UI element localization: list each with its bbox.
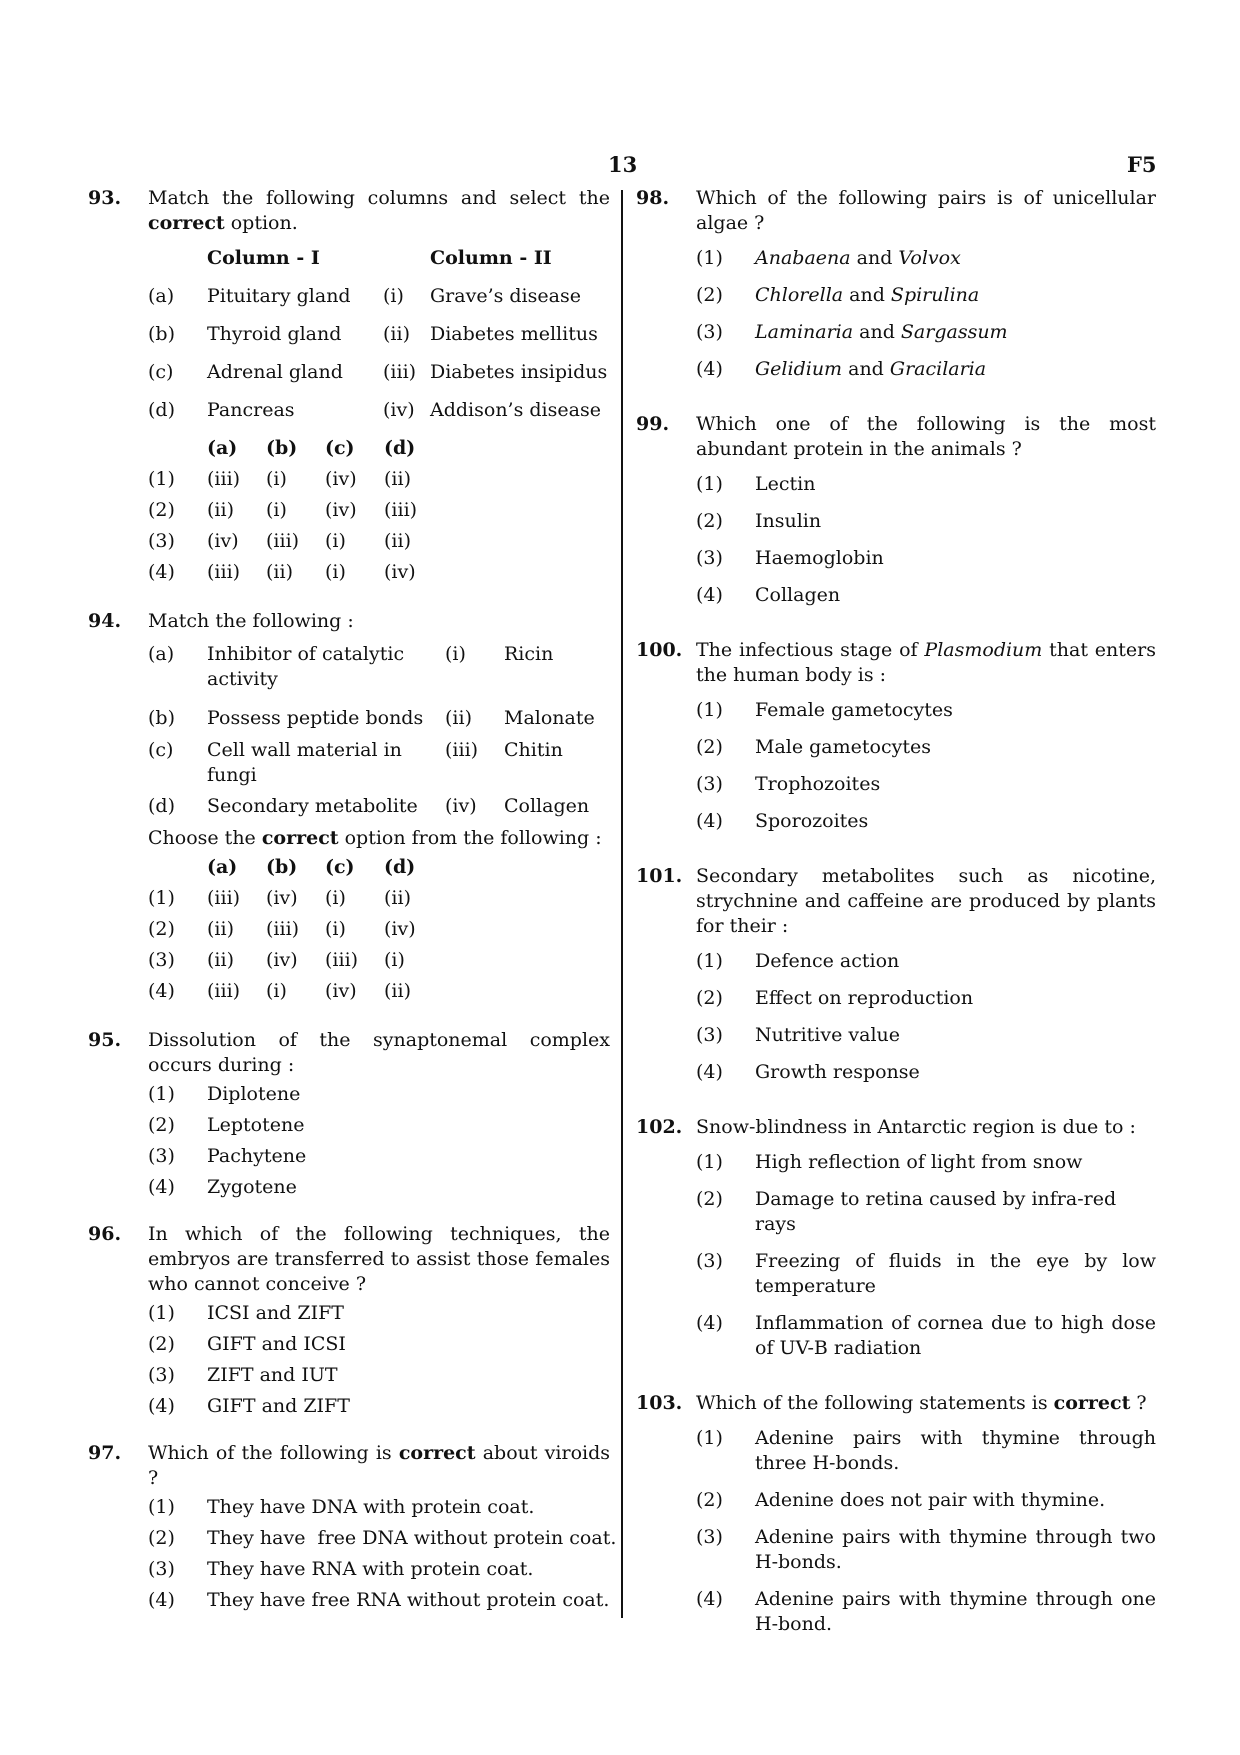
question-number: 103. <box>636 1392 683 1414</box>
answer-option[interactable]: (1) ICSI and ZIFT <box>148 1302 344 1324</box>
question-text: Which of the following pairs is of unicellular algae ? <box>696 187 1156 234</box>
answer-option[interactable]: (4) (iii) (i) (iv) (ii) <box>148 980 411 1002</box>
answer-option[interactable]: (2) Adenine does not pair with thymine. <box>696 1489 1106 1511</box>
question-95 <box>88 1028 610 1200</box>
question-number: 99. <box>636 413 670 435</box>
question-103 <box>636 1391 1156 1637</box>
answer-option[interactable]: (2) Male gametocytes <box>696 736 931 758</box>
answer-option[interactable]: (1) Diplotene <box>148 1083 301 1105</box>
answer-option[interactable]: (1) Adenine pairs with thymine through three H-bonds. <box>696 1427 1156 1474</box>
question-text: The infectious stage of Plasmodium that enters the human body is : <box>696 639 1156 686</box>
answer-option[interactable]: (2) Chlorella and Spirulina <box>696 284 980 306</box>
booklet-code: F5 <box>1127 152 1157 177</box>
answer-option[interactable]: (2) (ii) (i) (iv) (iii) <box>148 499 418 521</box>
answer-option[interactable]: (2) Leptotene <box>148 1114 305 1136</box>
question-number: 95. <box>88 1029 122 1051</box>
question-number: 102. <box>636 1116 683 1138</box>
match-row: (d) Pancreas (iv) Addison’s disease <box>148 399 601 421</box>
answer-option[interactable]: (4) Adenine pairs with thymine through one H-bond. <box>696 1588 1156 1635</box>
answer-option[interactable]: (2) They have free DNA without protein coat. <box>148 1527 617 1549</box>
answer-option[interactable]: (3) Laminaria and Sargassum <box>696 321 1008 343</box>
answer-option[interactable]: (4) Growth response <box>696 1061 920 1083</box>
answer-option[interactable]: (1) Defence action <box>696 950 900 972</box>
question-text: Which one of the following is the most abundant protein in the animals ? <box>696 413 1156 460</box>
question-98 <box>636 186 1156 382</box>
question-text: Match the following columns and select the correct option. <box>148 187 610 234</box>
column-2-heading: Column - II <box>430 247 552 269</box>
left-column <box>88 186 617 1619</box>
answer-option[interactable]: (1) High reflection of light from snow <box>696 1151 1083 1173</box>
question-text: In which of the following techniques, the embryos are transferred to assist those females who cannot conceive ? <box>148 1223 610 1295</box>
question-96 <box>88 1222 610 1419</box>
question-number: 97. <box>88 1442 122 1464</box>
question-102 <box>636 1115 1156 1361</box>
answer-option[interactable]: (2) Damage to retina caused by infra-red rays <box>696 1188 1117 1235</box>
right-column <box>636 186 1156 1649</box>
choose-instruction: Choose the correct option from the following : <box>148 827 602 849</box>
question-93 <box>88 186 610 591</box>
question-101 <box>636 864 1156 1085</box>
answer-option[interactable]: (3) ZIFT and IUT <box>148 1364 338 1386</box>
match-table <box>148 642 618 826</box>
question-text: Which of the following is correct about viroids ? <box>148 1442 611 1489</box>
question-number: 94. <box>88 610 122 632</box>
page-number: 13 <box>608 152 638 177</box>
question-text: Which of the following statements is correct ? <box>696 1392 1147 1414</box>
question-number: 96. <box>88 1223 122 1245</box>
answer-option[interactable]: (2) (ii) (iii) (i) (iv) <box>148 918 416 940</box>
answer-option[interactable]: (4) They have free RNA without protein coat. <box>148 1589 610 1611</box>
answer-option[interactable]: (4) (iii) (ii) (i) (iv) <box>148 561 416 583</box>
answer-option[interactable]: (3) Adenine pairs with thymine through two H-bonds. <box>696 1526 1156 1573</box>
question-number: 100. <box>636 639 683 661</box>
answer-option[interactable]: (1) (iii) (iv) (i) (ii) <box>148 887 411 909</box>
answer-option[interactable]: (1) Female gametocytes <box>696 699 953 721</box>
question-number: 98. <box>636 187 670 209</box>
answer-option[interactable]: (3) Trophozoites <box>696 773 881 795</box>
question-text: Dissolution of the synaptonemal complex occurs during : <box>148 1029 610 1076</box>
answer-option[interactable]: (1) Lectin <box>696 473 816 495</box>
answer-option[interactable]: (3) Pachytene <box>148 1145 307 1167</box>
match-row: (b) Thyroid gland (ii) Diabetes mellitus <box>148 323 598 345</box>
answer-option[interactable]: (3) Haemoglobin <box>696 547 884 569</box>
answer-option[interactable]: (4) GIFT and ZIFT <box>148 1395 350 1417</box>
answer-option[interactable]: (3) Freezing of fluids in the eye by low temperature <box>696 1250 1156 1297</box>
question-100 <box>636 638 1156 834</box>
question-97 <box>88 1441 617 1613</box>
answer-option[interactable]: (2) Effect on reproduction <box>696 987 974 1009</box>
match-row: (b) Possess peptide bonds (ii) Malonate <box>148 707 595 729</box>
answer-option[interactable]: (3) Nutritive value <box>696 1024 901 1046</box>
match-table <box>148 246 618 436</box>
answer-option[interactable]: (2) Insulin <box>696 510 822 532</box>
question-99 <box>636 412 1156 608</box>
question-text: Match the following : <box>148 610 354 632</box>
match-row: (a) Inhibitor of catalytic activity (i) Ricin <box>148 643 554 690</box>
match-row: (c) Cell wall material in fungi (iii) Chitin <box>148 739 563 786</box>
question-text: Snow-blindness in Antarctic region is due to : <box>696 1116 1136 1138</box>
answer-table: (a) (b) (c) (d) (1) (iii) (iv) (i) (ii) (2) (ii) (iii) (i) (iv) (3) (ii) (iv) (iii) (i) (4) (iii) (i) (iv) (ii) <box>148 855 416 1010</box>
answer-option[interactable]: (4) Sporozoites <box>696 810 869 832</box>
answer-option[interactable]: (4) Inflammation of cornea due to high dose of UV-B radiation <box>696 1312 1156 1359</box>
question-number: 93. <box>88 187 122 209</box>
question-text: Secondary metabolites such as nicotine, strychnine and caffeine are produced by plants for their : <box>696 865 1156 937</box>
question-94 <box>88 609 610 1010</box>
answer-option[interactable]: (4) Zygotene <box>148 1176 297 1198</box>
answer-option[interactable]: (1) They have DNA with protein coat. <box>148 1496 535 1518</box>
column-1-heading: Column - I <box>207 247 320 269</box>
match-row: (a) Pituitary gland (i) Grave’s disease <box>148 285 581 307</box>
answer-option[interactable]: (3) (ii) (iv) (iii) (i) <box>148 949 405 971</box>
answer-option[interactable]: (3) They have RNA with protein coat. <box>148 1558 534 1580</box>
match-row: (d) Secondary metabolite (iv) Collagen <box>148 795 590 817</box>
answer-option[interactable]: (3) (iv) (iii) (i) (ii) <box>148 530 411 552</box>
answer-option[interactable]: (1) Anabaena and Volvox <box>696 247 961 269</box>
answer-option[interactable]: (1) (iii) (i) (iv) (ii) <box>148 468 411 490</box>
answer-option[interactable]: (2) GIFT and ICSI <box>148 1333 346 1355</box>
answer-option[interactable]: (4) Gelidium and Gracilaria <box>696 358 987 380</box>
column-divider <box>621 190 623 1618</box>
match-row: (c) Adrenal gland (iii) Diabetes insipidus <box>148 361 608 383</box>
answer-table: (a) (b) (c) (d) (1) (iii) (i) (iv) (ii) (2) (ii) (i) (iv) (iii) (3) (iv) (iii) (i) (ii) (4) (iii) (ii) (i) (iv) <box>148 436 417 591</box>
answer-option[interactable]: (4) Collagen <box>696 584 841 606</box>
question-number: 101. <box>636 865 683 887</box>
